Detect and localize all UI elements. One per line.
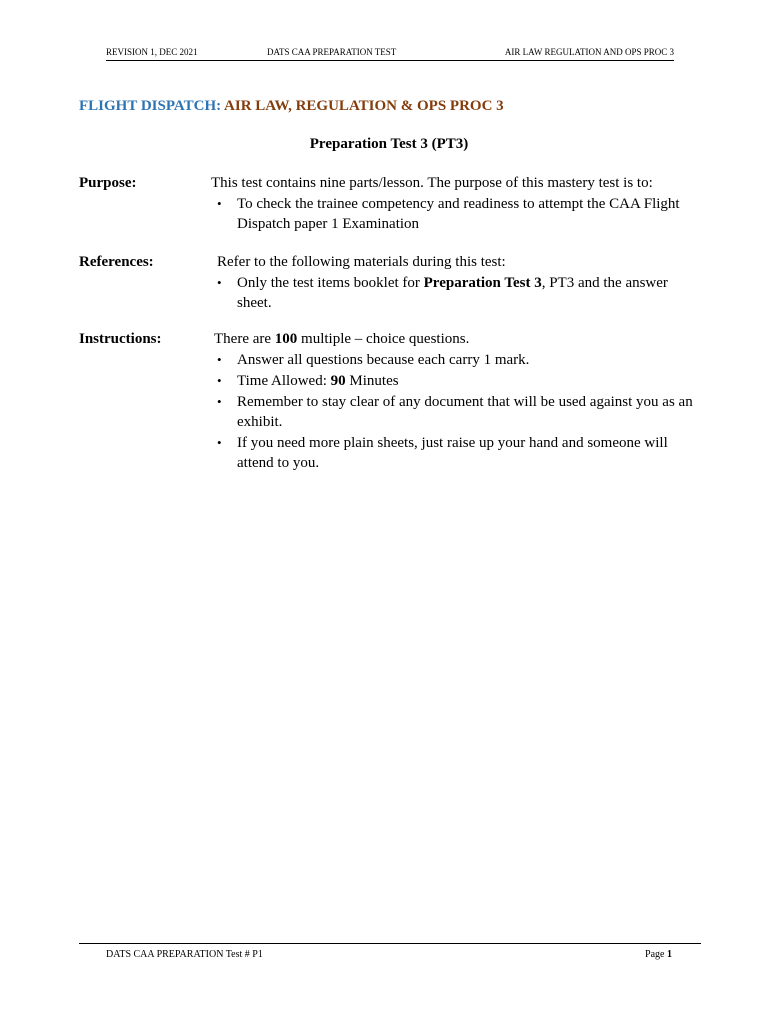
instructions-bullet-2-bold: 90 [330,373,346,389]
instructions-label: Instructions: [79,331,162,347]
purpose-intro: This test contains nine parts/lesson. The purpose of this mastery test is to: [211,175,653,191]
header-subject: AIR LAW REGULATION AND OPS PROC 3 [504,47,674,57]
list-item [211,433,697,473]
running-footer [79,943,701,964]
instructions-bullet-3: Remember to stay clear of any document that will be used against you as an exhibit. [237,394,693,430]
references-label: References: [79,254,154,270]
references-list [211,273,717,313]
instructions-intro-before: There are [214,331,275,347]
instructions-bullet-2-before: Time Allowed: [237,373,331,389]
bullet-icon: • [217,394,222,409]
page-number [645,949,672,960]
bullet-icon: • [217,352,222,367]
purpose-label: Purpose: [79,175,137,191]
list-item [211,371,697,391]
bullet-icon: • [217,196,222,211]
list-item [211,350,697,370]
header-test-name: DATS CAA PREPARATION TEST [267,47,397,57]
instructions-list [211,350,714,473]
references-bullet-before: Only the test items booklet for [237,275,424,291]
page-number-value: 1 [667,949,672,960]
references-bullet-bold: Preparation Test 3 [423,275,542,291]
purpose-section [211,173,711,234]
page-label: Page [645,949,667,960]
running-header [106,46,674,61]
header-revision: REVISION 1, DEC 2021 [106,47,198,57]
instructions-bullet-2-after: Minutes [345,373,399,389]
list-item [211,273,697,313]
title-prefix: FLIGHT DISPATCH: [79,98,222,114]
footer-test-label: DATS CAA PREPARATION Test # P1 [106,949,263,960]
references-section [217,252,717,313]
instructions-bullet-1: Answer all questions because each carry 1 mark. [237,352,530,368]
instructions-intro-bold: 100 [274,331,298,347]
document-title [79,96,504,116]
instructions-section [214,329,714,473]
bullet-icon: • [217,435,222,450]
purpose-bullet-text: To check the trainee competency and readiness to attempt the CAA Flight Dispatch paper 1 Examination [237,196,680,232]
instructions-intro-after: multiple – choice questions. [297,331,470,347]
title-main: AIR LAW, REGULATION & OPS PROC 3 [224,98,504,114]
bullet-icon: • [217,275,222,290]
references-bullet-after: , PT3 and the answer sheet. [237,275,668,311]
purpose-list [211,194,711,234]
list-item [211,194,697,234]
instructions-intro [214,329,714,349]
document-subtitle: Preparation Test 3 (PT3) [309,136,469,152]
instructions-bullet-4: If you need more plain sheets, just raise up your hand and someone will attend to you. [237,435,668,471]
bullet-icon: • [217,373,222,388]
list-item [211,392,697,432]
references-intro: Refer to the following materials during this test: [217,254,506,270]
